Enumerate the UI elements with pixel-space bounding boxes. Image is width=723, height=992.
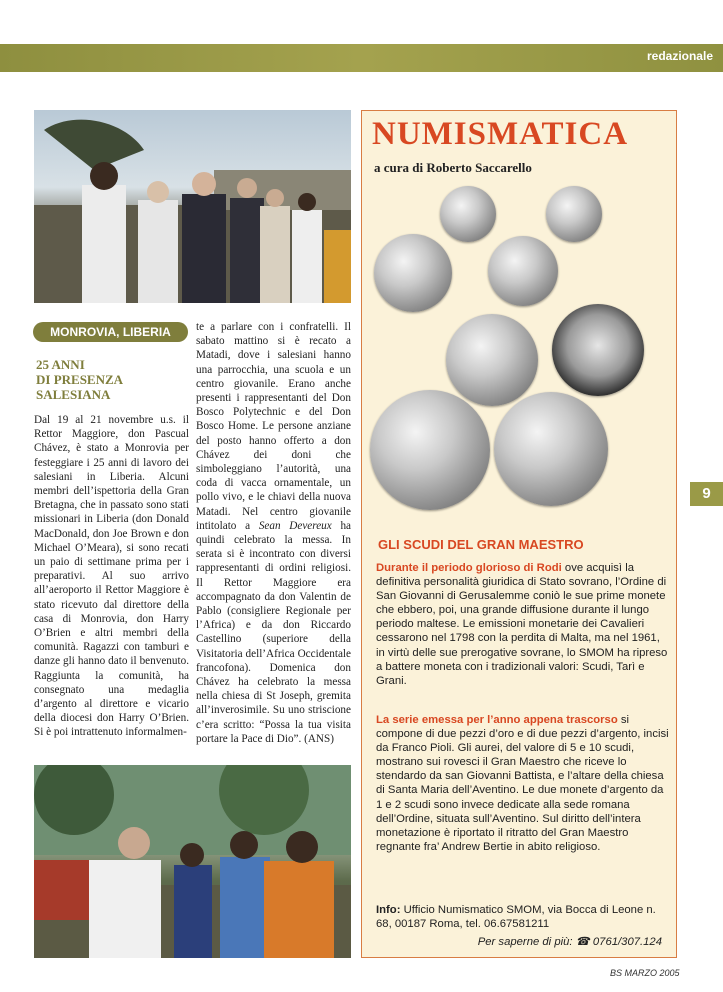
coin-small-portrait	[440, 186, 496, 242]
column-2-text-b: ha quindi celebrato la messa. In serata si è incontrato con diversi rappresentanti di ordini religiosi. Il Rettor Maggiore era accompagnato da don Valentin de Pablo (consigliere Regionale per l’Africa) e da don Riccardo Castellino (superiore della Visitatoria dell’Africa Occidentale francofona). Domenica don Chávez ha celebrato la messa nella chiesa di St Joseph, gremita all’inverosimile. Su uno striscione c’era scritto: “Possa la tua visita portare la Pace di Dio”. (ANS)	[196, 519, 351, 745]
coin-small-reverse	[546, 186, 602, 242]
photo-welcome-ceremony-shapes	[34, 765, 351, 958]
numismatica-paragraph-1	[376, 561, 670, 688]
more-info-line: Per saperne di più: ☎ 0761/307.124	[477, 936, 662, 948]
section-label: redazionale	[646, 49, 713, 63]
headline-line-1: 25 ANNI	[36, 357, 85, 372]
article-headline	[36, 357, 186, 402]
paragraph-1-lead: Durante il periodo glorioso di Rodi	[376, 562, 562, 574]
paragraph-2-lead: La serie emessa per l’anno appena trascorso	[376, 714, 618, 726]
coin-medium-portrait	[374, 234, 452, 312]
location-tag: MONROVIA, LIBERIA	[33, 322, 188, 342]
coin-large-reverse	[494, 392, 608, 506]
column-2-italic: Sean Devereux	[258, 519, 332, 532]
headline-line-2: DI PRESENZA	[36, 372, 124, 387]
info-text: Ufficio Numismatico SMOM, via Bocca di Leone n. 68, 00187 Roma, tel. 06.67581211	[376, 904, 656, 931]
header-bar	[0, 44, 723, 72]
numismatica-paragraph-2	[376, 713, 670, 854]
photo-monrovia-group	[34, 110, 351, 303]
coin-medium-reverse	[488, 236, 558, 306]
headline-line-3: SALESIANA	[36, 387, 111, 402]
article-column-2	[196, 320, 351, 746]
numismatica-info	[376, 903, 670, 931]
article-column-1: Dal 19 al 21 novembre u.s. il Rettor Maggiore, don Pascual Chávez, è stato a Monrovia per festeggiare i 25 anni di lavoro dei salesiani in Liberia. Alcuni membri dell’ispettoria della Gran Bretagna, che in passato sono stati missionari in Liberia (don Donald MacDonald, don Joe Brown e don Michael O’Meara), si sono recati un paio di settimane prima per i preparativi. Al suo arrivo all’aeroporto il Rettor Maggiore è stato ricevuto dal direttore della casa di Monrovia, don Harry O’Brien e altri membri della comunità. Ragazzi con tamburi e danze gli hanno dato il benvenuto. Raggiunta la comunità, ha consegnato una medaglia d’argento al direttore e vicario della diocesi don Harry O’Brien. Si è poi intrattenuto informalmen-	[34, 414, 189, 739]
numismatica-byline: a cura di Roberto Saccarello	[374, 160, 532, 175]
numismatica-subhead: GLI SCUDI DEL GRAN MAESTRO	[378, 537, 584, 552]
coin-large-portrait	[370, 390, 490, 510]
paragraph-1-text: ove acquisì la definitiva personalità giuridica di Stato sovrano, l’Ordine di San Giovanni di Gerusalemme coniò le sue prime monete che ebbero, poi, una grande diffusione durante il lungo periodo maltese. Le emissioni monetarie dei Cavalieri cessarono nel 1798 con la perdita di Malta, ma nel 1961, in virtù delle sue prerogative sovrane, lo SMOM ha ripreso a battere moneta con i tradizionali valori: Scudi, Tarì e Grani.	[376, 562, 668, 687]
paragraph-2-text: si compone di due pezzi d’oro e di due pezzi d’argento, incisi da Franco Pioli. Gli aurei, del valore di 5 e 10 scudi, mostrano sui rovesci il Gran Maestro che riceve lo stendardo da san Giovanni Battista, e l’altare della chiesa di Santa Maria dell’Aventino. Le due monete d’argento da 1 e 2 scudi sono invece dedicate alla sede romana dell’Ordine, situata sull’Aventino. Sul diritto dell’intera monetazione è riportato il ritratto del Gran Maestro regnante fra’ Andrew Bertie in abito religioso.	[376, 714, 669, 853]
coin-silver-portrait	[446, 314, 538, 406]
photo-monrovia-group-shapes	[34, 110, 351, 303]
page-number-tab: 9	[690, 482, 723, 506]
numismatica-title: NUMISMATICA	[372, 116, 629, 152]
page-footer: BS MARZO 2005	[610, 968, 680, 978]
photo-welcome-ceremony	[34, 765, 351, 958]
column-2-text-a: te a parlare con i confratelli. Il sabato mattino si è recato a Matadi, dove i salesiani hanno una parrocchia, una scuola e un centro giovanile. Erano anche presenti i rappresentanti del Don Bosco Polytechnic e del Don Bosco Home. Le persone anziane del posto hanno offerto a don Chávez dei doni che simboleggiano l’autorità, una coda di vacca ornamentale, un pollo vivo, e le chiavi della nuova Matadi. Nel centro giovanile intitolato a	[196, 321, 351, 532]
coin-silver-building	[552, 304, 644, 396]
info-label: Info:	[376, 904, 401, 916]
